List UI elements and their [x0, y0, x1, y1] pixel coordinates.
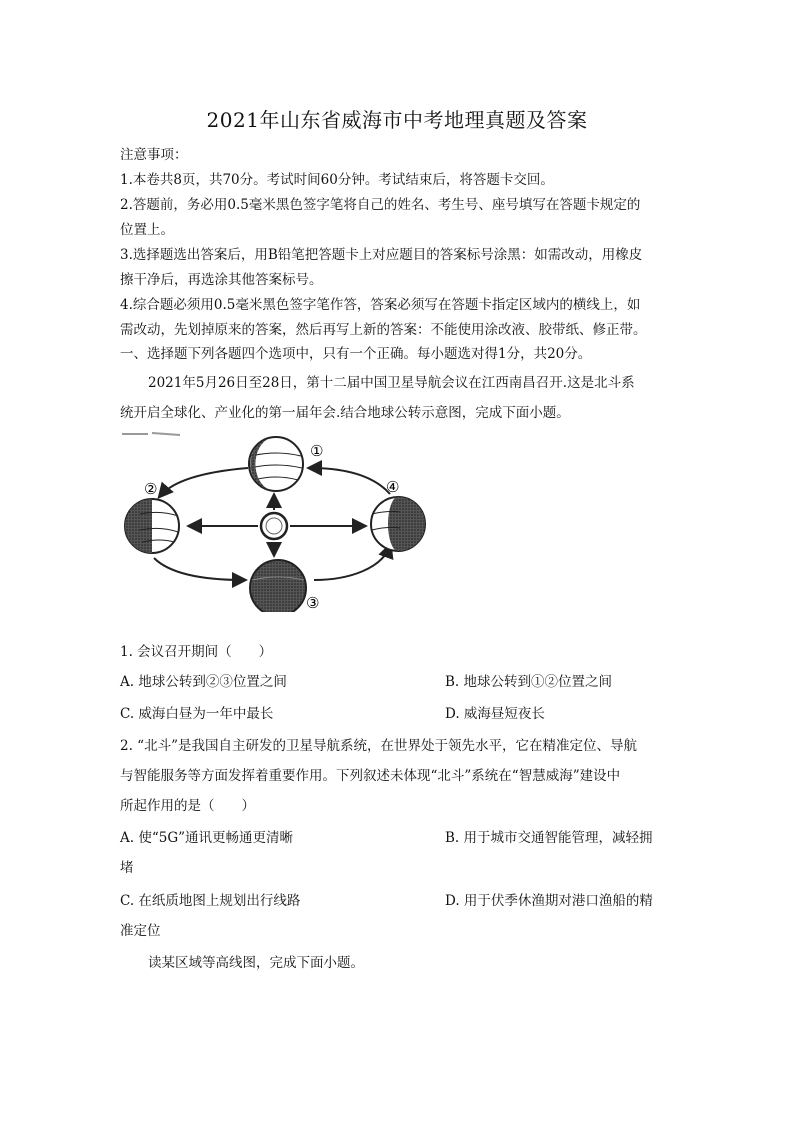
intro-paragraph: 2021年5月26日至28日，第十二届中国卫星导航会议在江西南昌召开.这是北斗系: [148, 375, 635, 391]
position-label: ④: [386, 478, 400, 496]
orbit-arc: [314, 546, 390, 580]
sun-icon: [261, 513, 287, 539]
note-line: 1.本卷共8页，共70分。考试时间60分钟。考试结束后，将答题卡交回。: [120, 172, 554, 188]
page-title: 2021年山东省威海市中考地理真题及答案: [206, 108, 588, 132]
earth-icon: [250, 560, 306, 612]
position-label: ③: [306, 594, 320, 612]
earth-icon: [125, 499, 179, 553]
option-b: B. 地球公转到①②位置之间: [445, 674, 613, 690]
orbit-arc: [160, 468, 248, 496]
option-c: C. 威海白昼为一年中最长: [120, 706, 274, 722]
option-a: A. 使“5G”通讯更畅通更清晰: [120, 830, 294, 846]
option-a: A. 地球公转到②③位置之间: [120, 674, 287, 690]
option-d-cont: 准定位: [120, 923, 161, 939]
section-heading: 一、选择题下列各题四个选项中，只有一个正确。每小题选对得1分，共20分。: [120, 346, 592, 362]
position-label: ②: [144, 480, 158, 498]
note-line: 2.答题前，务必用0.5毫米黑色签字笔将自己的姓名、考生号、座号填写在答题卡规定的: [120, 197, 641, 213]
note-line: 3.选择题选出答案后，用B铅笔把答题卡上对应题目的答案标号涂黑：如需改动，用橡皮: [120, 247, 643, 263]
question-2-stem: 2. “北斗”是我国自主研发的卫星导航系统，在世界处于领先水平，它在精准定位、导航: [120, 738, 637, 754]
note-line: 需改动，先划掉原来的答案，然后再写上新的答案：不能使用涂改液、胶带纸、修正带。: [120, 322, 647, 338]
earth-revolution-diagram: [120, 430, 432, 612]
notes-heading: 注意事项：: [120, 147, 188, 163]
orbit-arc: [310, 468, 390, 494]
question-1-stem: 1. 会议召开期间（ ）: [120, 644, 273, 660]
question-2-stem-cont: 所起作用的是（ ）: [120, 798, 255, 814]
reading-prompt: 读某区域等高线图，完成下面小题。: [148, 955, 364, 971]
option-d: D. 用于伏季休渔期对港口渔船的精: [445, 893, 653, 909]
option-b: B. 用于城市交通智能管理，减轻拥: [445, 830, 653, 846]
option-d: D. 威海昼短夜长: [445, 706, 545, 722]
earth-icon: [249, 437, 303, 491]
option-b-cont: 堵: [120, 860, 134, 876]
intro-paragraph-cont: 统开启全球化、产业化的第一届年会.结合地球公转示意图，完成下面小题。: [120, 405, 570, 421]
note-line: 擦干净后，再选涂其他答案标号。: [120, 272, 323, 288]
orbit-arc: [154, 558, 244, 580]
earth-icon: [371, 497, 425, 551]
option-c: C. 在纸质地图上规划出行线路: [120, 893, 301, 909]
note-line: 位置上。: [120, 222, 174, 238]
position-label: ①: [310, 442, 324, 460]
note-line: 4.综合题必须用0.5毫米黑色签字笔作答，答案必须写在答题卡指定区域内的横线上，如: [120, 297, 641, 313]
question-2-stem-cont: 与智能服务等方面发挥着重要作用。下列叙述未体现“北斗”系统在“智慧威海”建设中: [120, 768, 621, 784]
